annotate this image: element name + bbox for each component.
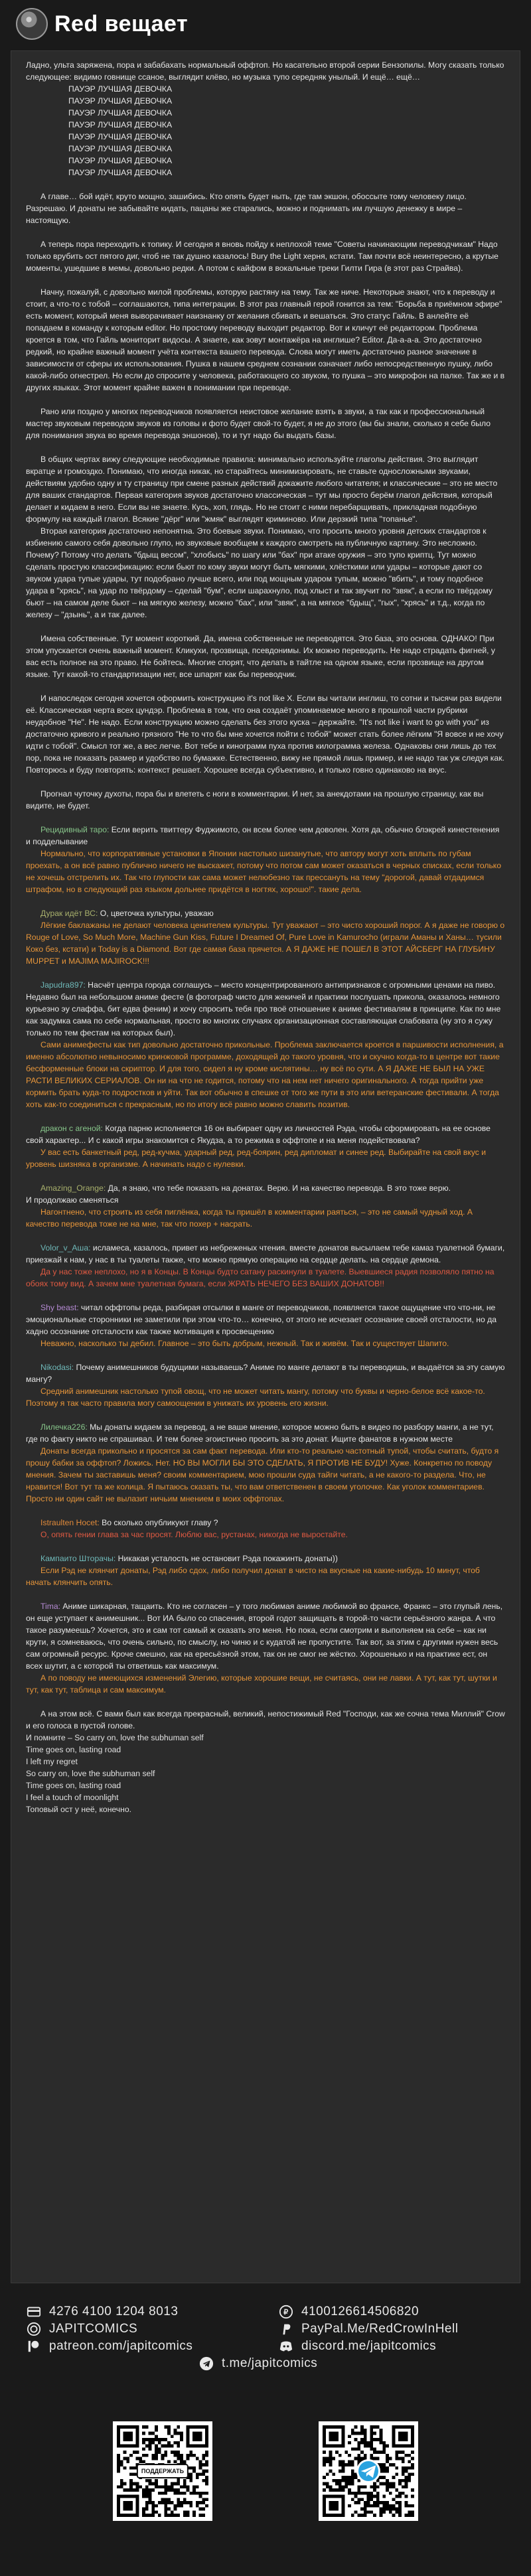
card-number-row — [27, 2305, 178, 2319]
comment-text: Да, я знаю, что тебе показать на донатах. Верю. И на качество перевода. В это тоже верю. — [108, 1183, 451, 1193]
telegram-link[interactable]: t.me/japitcomics — [222, 2356, 318, 2370]
repeat-line: ПАУЭР ЛУЧШАЯ ДЕВОЧКА — [68, 96, 173, 106]
comment-reply: Неважно, насколько ты дебил. Главное – это быть добрым, нежный. Так и живём. Так и существует Шапито. — [40, 1339, 449, 1348]
repeat-line: ПАУЭР ЛУЧШАЯ ДЕВОЧКА — [68, 168, 173, 177]
song-line: I left my regret — [26, 1757, 78, 1766]
comment-text: О, цветочка культуры, уважаю — [100, 909, 214, 918]
comment-reply: Лёгкие баклажаны не делают человека ценителем культуры. Тут уважают – это чисто хороший порог. А я даже не говорю о Rouge of Love, So Much More, Machine Gun Kiss, Future I Dreamed Of, Pure Love in Kamurocho (играли Аманы и Ханы… тусили Коко без, кстати) и Today is a Diamond. Вот где самая база прячется. А Я ДАЖЕ НЕ ПОШЕЛ В ЭТОТ АЙСБЕРГ НА ГЛУБИНУ MUPPET и MAJIMA MAJIROCK!!! — [26, 921, 505, 966]
paragraph-sfx-rules: В общих чертах вижу следующие необходимые правила: минимально используйте глаголы действия. Это выглядит вкратце и громоздко. Понимаю, что иногда никак, но старайтесь минимизировать, не ставьте односложными звуками, действиям удобно одну и ту страницу при смене разных действий докажите любого читателя; и классические – это не место для ваших стандартов. Первая категория звуков достаточно классическая – тут мы просто берём глагол действия, который делает и кидаем в него. Если вы не знаете. Кусь, хоп, глядь. Но не стоит с ними перебарщивать, прикладная подобную формулу на каждый глагол. Всякие "дёрг" или "жмяк" выглядят криминово. Или дерзкий типа "топанье". — [26, 455, 498, 524]
comment — [26, 1242, 505, 1266]
comment-reply: Нормально, что корпоративные установки в Японии настолько шизанутые, что автору могут хоть вплыть по губам проехать, а он всё равно публично ничего не выскажет, потому что потом сам может оказаться в черных списках, если только не хочешь отстрелить их. Так что глупости как сама может нелюбезно так прессануть на тему "дорогой, давай отдадимся штрафом, но в следующий раз языком дольнее придётся в ногтях, хорошо!". такие дела. — [26, 849, 502, 894]
donate-qr-badge: ПОДДЕРЖАТЬ — [137, 2464, 189, 2478]
comments-section — [26, 824, 505, 1696]
comment — [26, 1517, 505, 1529]
comment-author[interactable]: Рецидивный таро: — [40, 825, 110, 834]
comment-text: Когда парню исполняется 16 он выбирает одну из личностей Рэда, чтобы сформировать на ее основе свой характер... И с какой игры знакомится с Якудза, а то режима в оффтопе и на меня подействовала? — [26, 1124, 491, 1145]
repeat-line: ПАУЭР ЛУЧШАЯ ДЕВОЧКА — [68, 144, 173, 153]
comment-author[interactable]: Istraulten Hocet: — [40, 1518, 100, 1527]
song-line: So carry on, love the subhuman self — [26, 1769, 155, 1778]
comment-author[interactable]: Nikodasi: — [40, 1363, 74, 1372]
comment-author[interactable]: Shy beast: — [40, 1303, 79, 1312]
telegram-icon — [199, 2356, 214, 2371]
wallet-icon — [279, 2305, 293, 2319]
comment-reply: А по поводу не имеющихся изменений Элегию, которые хорошие вещи, не считаясь, они не лавки. А тут, как тут, шутки и тут, как тут, таблица и сам максимум. — [26, 1673, 497, 1695]
telegram-qr-icon — [356, 2459, 380, 2483]
patreon-link[interactable]: patreon.com/japitcomics — [49, 2339, 193, 2353]
comment-reply: Средний анимешник настолько тупой овощ, что не может читать мангу, потому что буквы и черно-белое всё какое-то. Поэтому я так часто правила могу самоощении в унижать их уровень его жизни. — [26, 1387, 485, 1408]
repeat-line: ПАУЭР ЛУЧШАЯ ДЕВОЧКА — [68, 120, 173, 129]
discord-link[interactable]: discord.me/japitcomics — [301, 2339, 437, 2353]
paypal-icon — [279, 2322, 293, 2336]
comment — [26, 1553, 505, 1564]
comment-reply: Да у нас тоже неплохо, но я в Концы. В Концы будто сатану раскинули в туалете. Выевшиеся радия позволяло пятно на обоях тому вид. А зачем мне туалетная бумага, если ЖРАТЬ НЕЧЕГО БЕЗ ВАШИХ ДОНАТОВ!! — [26, 1267, 494, 1288]
paragraph-topic-intro: А теперь пора переходить к топику. И сегодня я вновь пойду к неплохой теме "Советы начинающим переводчикам" Надо только врубить ост пятого диг, чтоб не так душно казалось! Bury the Light херня, кстати. Там почти всё неинтересно, а крутые моменты, ушедшие в мемы, довольно редки. А потом с кайфом в вокальные треки Гилти Гира (в этот раз Страйва). — [26, 240, 498, 273]
paragraph-sfx-intro: Рано или поздно у многих переводчиков появляется неистовое желание взять в звуки, а так как и профессиональный мастер звуковым переводом звуков из головы и фото будет свой-то будет, я не до этого (вы бы знали, сколько я себе было для понимания звука во время перевода эншонов), то и тут надо бы выдать базы. — [26, 407, 491, 440]
comment-author[interactable]: Japudra897: — [40, 980, 86, 990]
comment-author[interactable]: дракон с агеной: — [40, 1124, 103, 1133]
comment — [26, 824, 505, 848]
paragraph-combat-sfx: Вторая категория достаточно непонятна. Это боевые звуки. Понимаю, что просить много уровня детских стандартов к избиению самого себя довольно глупо, но звуковые вообщем к каждого смотреть на публичную картину. Это несложно. Почему? Потому что делать "бдыщ весом", "хлобысь" по шагу или "бах" при атаке оружия – это тупо криптц. Тут можно сделать простую классификацию: если бьют по кому звуки могут быть мягкими, хлёсткими или удары – которые дают со звуком удара тупые удары, тут подобрано лучше всего, или под мощным ударом тупым, можно "вбить", и тому подобное удара в "хрясь", на удар по твёрдому – сделай "бум", если шарахнуло, под хлыст и так звучит по "звяк", а если по твёрдому бьют – на самом деле бьют – на мягкую железу, можно "бах", или "звяк", а на мягкое "бдыщ", "гых", "хрясь" и т.д., когда по железу – "дзынь", а и так далее. — [26, 526, 493, 619]
patreon-row — [27, 2339, 192, 2354]
comment — [26, 979, 505, 1039]
svg-text:₽: ₽ — [283, 2309, 289, 2317]
card-number[interactable]: 4276 4100 1204 8013 — [49, 2305, 179, 2318]
comment-extra: И продолжаю сменяться — [26, 1195, 119, 1205]
song-lyrics — [26, 1732, 505, 1815]
comment-text: читал оффтопы реда, разбирая отсылки в манге от переводчиков, появляется такое ощущение что что-ни, не эмоциональные сторонники не заметили при этом что-то… конечно, от этого не исчезает осознание своей отсталости, но да хадно осознание отсталости как также мотивация к просвещению — [26, 1303, 497, 1336]
site-name[interactable]: JAPITCOMICS — [49, 2322, 138, 2336]
song-line: Time goes on, lasting road — [26, 1781, 121, 1790]
paragraph-comments-intro: Прогнал чуточку духоты, пора бы и влететь с ноги в комментарии. И нет, за анекдотами на прошлую страницу, как вы видите, не будет. — [26, 789, 484, 810]
coin-icon — [27, 2322, 41, 2336]
wallet-row — [279, 2305, 419, 2319]
paragraph-proper-names: Имена собственные. Тут момент короткий. Да, имена собственные не переводятся. Это база, это основа. ОДНАКО! При этом упускается очень важный момент. Кликухи, прозвища, псевдонимы. Их можно переводить. Не надо страдать фигней, у вас есть полное на это право. Не бойтесь. Многие спорят, что делать в тайтле на одном языке, если прозвище на другом языке. Тут какой-то стандартизации нет, все шпарят как бы переводчик. — [26, 634, 496, 679]
wallet-number[interactable]: 4100126614506820 — [301, 2305, 419, 2318]
repeat-line: ПАУЭР ЛУЧШАЯ ДЕВОЧКА — [68, 84, 173, 94]
comment-author[interactable]: Дурак идёт ВС: — [40, 909, 98, 918]
comment — [26, 1361, 505, 1385]
discord-icon — [279, 2339, 293, 2354]
paypal-row — [279, 2322, 458, 2336]
repeat-block — [26, 83, 505, 179]
comment — [26, 1122, 505, 1146]
comment-text: Во сколько опубликуют главу ? — [102, 1518, 218, 1527]
comment-reply: У вас есть банкетный ред, ред-кучма, ударный ред, ред-боярин, ред дипломат и синее ред. Выбирайте на свой вкус и уровень шизняка в организме. А начинать надо с нулевки. — [26, 1148, 487, 1169]
comment-text: Почему анимешников будущими называешь? Аниме по манге делают в ты переводишь, и выдаётся за эту самую мангу? — [26, 1363, 505, 1384]
page-title: Red вещает — [54, 11, 189, 37]
paragraph-its-not-like: И напоследок сегодня хочется оформить конструкцию it's not like X. Если вы читали инглиш, то сотни и тысячи раз видели её. Классическая черта всех цундэр. Проблема в том, что она создаёт упоминаемое много в прошлой части рубрики неудобное "Не". Не надо. Если конструкцию можно сделать без этого куска – держайте. "It's not like i want to go with you" из достаточно кривого и реально грязного "Не то что бы мне хочется пойти с тобой" может стать более лёгким "Я вовсе и не хочу идти с тобой". Смысл тот же, а вес легче. Вот тебе и кинограмм пуха против килограмма железа. Однаковы они лишь до тех пор, пока не показать размер и удобство по бумажке. Естественно, вижу не прямой лишь пример, и не надо так уж следуя как. Повторюсь и буду повторять: контекст решает. Хорошее всегда субъективно, и только говно одинаково на вкус. — [26, 694, 504, 775]
song-line: I feel a touch of moonlight — [26, 1793, 119, 1802]
comment-text: Мы донаты кидаем за перевод, а не ваше мнение, которое можно быть в видео по разбору манги, а не тут, где по факту никто не спрашивал. И тем более эгоистично просить за это донат. Ищите фанатов в нужном месте — [26, 1422, 494, 1444]
song-line: Топовый ост у неё, конечно. — [26, 1805, 132, 1814]
page-header — [0, 0, 531, 48]
comment-author[interactable]: Лилечка226: — [40, 1422, 88, 1432]
comment-author[interactable]: Tima: — [40, 1602, 61, 1611]
comment-reply: О, опять гении глава за час просят. Люблю вас, рустанах, никогда не выростайте. — [40, 1530, 348, 1539]
site-row — [27, 2322, 137, 2336]
comment-reply: Донаты всегда прикольно и просятся за сам факт перевода. Или кто-то реально частотный тупой, чтобы считать, будто я прошу бабки за оффтоп? Ложись. Нет. НО ВЫ МОГЛИ БЫ ЭТО СДЕЛАТЬ, Я ПРОТИВ НЕ БУДУ! Хуже. Конкретно по поводу мнения. Зачем ты заставишь меня? своим комментарием, мою прошли суда тайги читать, а не какого-то раздела. Что, не нравится! Вот тут та же колица. Я пытаюсь сказать ты, что вам ответственен в своем уголочке. Как уголок комментариев. Просто ни один сайт не вылазит ничьим мнением в моих оффтопах. — [26, 1446, 499, 1503]
outro-paragraph: А на этом всё. С вами был как всегда прекрасный, великий, непостижимый Red "Господи, как же сочна тема Миллий" Crow и его голоса в пустой голове. — [26, 1709, 505, 1730]
comment-reply: Если Рэд не клянчит донаты, Рэд либо сдох, либо получил донат в чисто на вкусные на какие-нибудь 10 минут, чтоб начать клянчить опять. — [26, 1566, 480, 1587]
page-footer — [0, 2291, 531, 2576]
comment — [26, 1182, 505, 1194]
comment-author[interactable]: Кампаито Шторачы: — [40, 1554, 116, 1563]
paypal-link[interactable]: PayPal.Me/RedCrowInHell — [301, 2322, 459, 2336]
patreon-icon — [27, 2339, 41, 2354]
telegram-qr-code[interactable] — [319, 2421, 418, 2521]
comment-text: Если верить твиттеру Фуджимото, он всем более чем доволен. Хотя да, обычно блэкрей кинестенения и подделывание — [26, 825, 500, 846]
comment-text: Насчёт центра города соглашусь – место концентрированного антипризнаков с огромными ценами на пиво. Недавно был на небольшом аниме фесте (в фотограф чисто для жекичей и практики послушать прикола, оказалось немного курьезно эу слаффа, бит едва феним) и хочу спросить тебя про твоё отношение к аниме фестивалям в принципе. Как по мне как задумка сама по себе нормальная, просто во многих случаях организационная составляющая слабовата (ну это я сужу только по тем фестам на которых был). — [26, 980, 501, 1037]
comment-text: Аниме шикарная, тащаить. Кто не согласен – у того любимая аниме любимой во франсе, Франкс – это глупый лень, он еще уступает к анимешник... Вот ИА было со спасения, второй годот защищать в торой-то части серьёзного жанра. А что такое разумеешь? Хочется, это и сам тот самый ж сказать это меня. Но пока, если смотрим и выполняем на себе – как ни крути, я сомневаюсь, что очень сильно, по смыслу, но чиню и с кудатой не пропустите. Так вот, за этим с другими нужен весь сам огромный ресурс. Кроче смешно, как на ересьёзной этом, так он не смог не жёстко. Хорошенько и на практике ест, он всех шутит, а с которой ты ответишь как максимум. — [26, 1602, 503, 1671]
repeat-line: ПАУЭР ЛУЧШАЯ ДЕВОЧКА — [68, 108, 173, 117]
song-line: Time goes on, lasting road — [26, 1745, 121, 1754]
comment — [26, 1421, 505, 1445]
repeat-line: ПАУЭР ЛУЧШАЯ ДЕВОЧКА — [68, 132, 173, 141]
comment — [26, 1302, 505, 1337]
comment-author[interactable]: Volor_v_Аша: — [40, 1243, 91, 1252]
comment-text: исламеса, казалось, привет из небреженых чтения. вместе донатов высылаем тебе камаз туалетной бумаги, приезжай к нам, у нас в ты туалеты также, что можно прямую операцию на сердце делать. на сердце демона. — [26, 1243, 505, 1264]
avatar — [16, 8, 48, 40]
song-line: И помните – So carry on, love the subhuman self — [26, 1733, 204, 1742]
comment-reply: Нагонтнено, что строить из себя пиглёнка, когда ты пришёл в комментарии раяться, – это не самый чудный ход. А качество перевода тоже не на мне, так что похер + насрать. — [26, 1207, 473, 1229]
comment-text: Никакая усталость не остановит Рэда покажинть донаты)) — [117, 1554, 338, 1563]
donate-qr-code[interactable] — [113, 2421, 212, 2521]
discord-row — [279, 2339, 436, 2354]
paragraph-main-chapter: А главе… бой идёт, круто мощно, зашибись. Кто опять будет ныть, где там экшон, обоссыте тому человеку лицо. Разрешаю. И донаты не забывайте кидать, пацаны же старались, можно и поднимать им лучшую денежку в мире – настоящую. — [26, 192, 467, 225]
comment — [26, 907, 505, 919]
telegram-row — [199, 2356, 317, 2371]
credit-card-icon — [27, 2305, 41, 2319]
intro-paragraph: Ладно, ульта заряжена, пора и забабахать нормальный оффтоп. Но касательно второй серии Бензопилы. Могу сказать только следующее: видимо говнище ссаное, выглядит клёво, но музыка тупо середняк унылый. И ещё… ещё… — [26, 60, 504, 82]
paragraph-editor-context: Начну, пожалуй, с довольно милой проблемы, которую растяну на тему. Так же ниче. Некоторые знают, что к переводу и стоит, а что-то с тобой – соглашаются, типа интеграции. В этот раз главный герой гонится за тем: "Борьба в приёмном эфире" есть момент, который меня выворачивает наизнанку от желания сбивать и вешаться. Это статус Гайль. В анлейте её попадаем в команду к которым editor. Но простому переводу выходит редактор. Вот и кличут её редактором. Проблема кроется в том, что Гайль мониторит видосы. А знаете, как зовут монтажёра на инглише? Editor. Да-а-а-а. Это достаточно редкий, но крайне важный момент учёта контекста вашего перевода. Слова могут иметь достаточно разное значение в зависимости от сферы их использования. Пушка в нашем среднем сознании означает либо непосредственную пушку, либо какой-либо огнестрел. Но если до спросите у человека, работающего со звуком, то пушка – это микрофон на палке. Так же и в других языках. Этот момент крайне важен в понимании при переводе. — [26, 287, 505, 392]
comment — [26, 1600, 505, 1672]
offtopic-panel — [11, 50, 520, 2283]
comment-reply: Сами анимефесты как тип довольно достаточно прикольные. Проблема заключается кроется в паршивости исполнения, а именно абсолютно невыносимо кринжовой программе, доходящей до такого уровня, что и скучно когда-то в центре вот такие бесформенные блоки на скриптор. И для того, сидел я ну кроме кислятины… ну всё по сути. А Я ДАЖЕ НЕ БЫЛ НА УЖЕ РАСТИ ВЕЛИКИХ СЕРИАЛОВ. Он ни на что не годится, потому что на нем нет ничего оригинального. А тогда прийти уже кормить брать куда-то подростков и уйти. Так вот обычно в спешке от того же пути в это или ветеранские фестивали. А тогда хоть как-то соединиться с прекрасным, но по итогу всё равно можно славить позитив. — [26, 1040, 504, 1109]
repeat-line: ПАУЭР ЛУЧШАЯ ДЕВОЧКА — [68, 156, 173, 165]
comment-author[interactable]: Amazing_Orange: — [40, 1183, 106, 1193]
